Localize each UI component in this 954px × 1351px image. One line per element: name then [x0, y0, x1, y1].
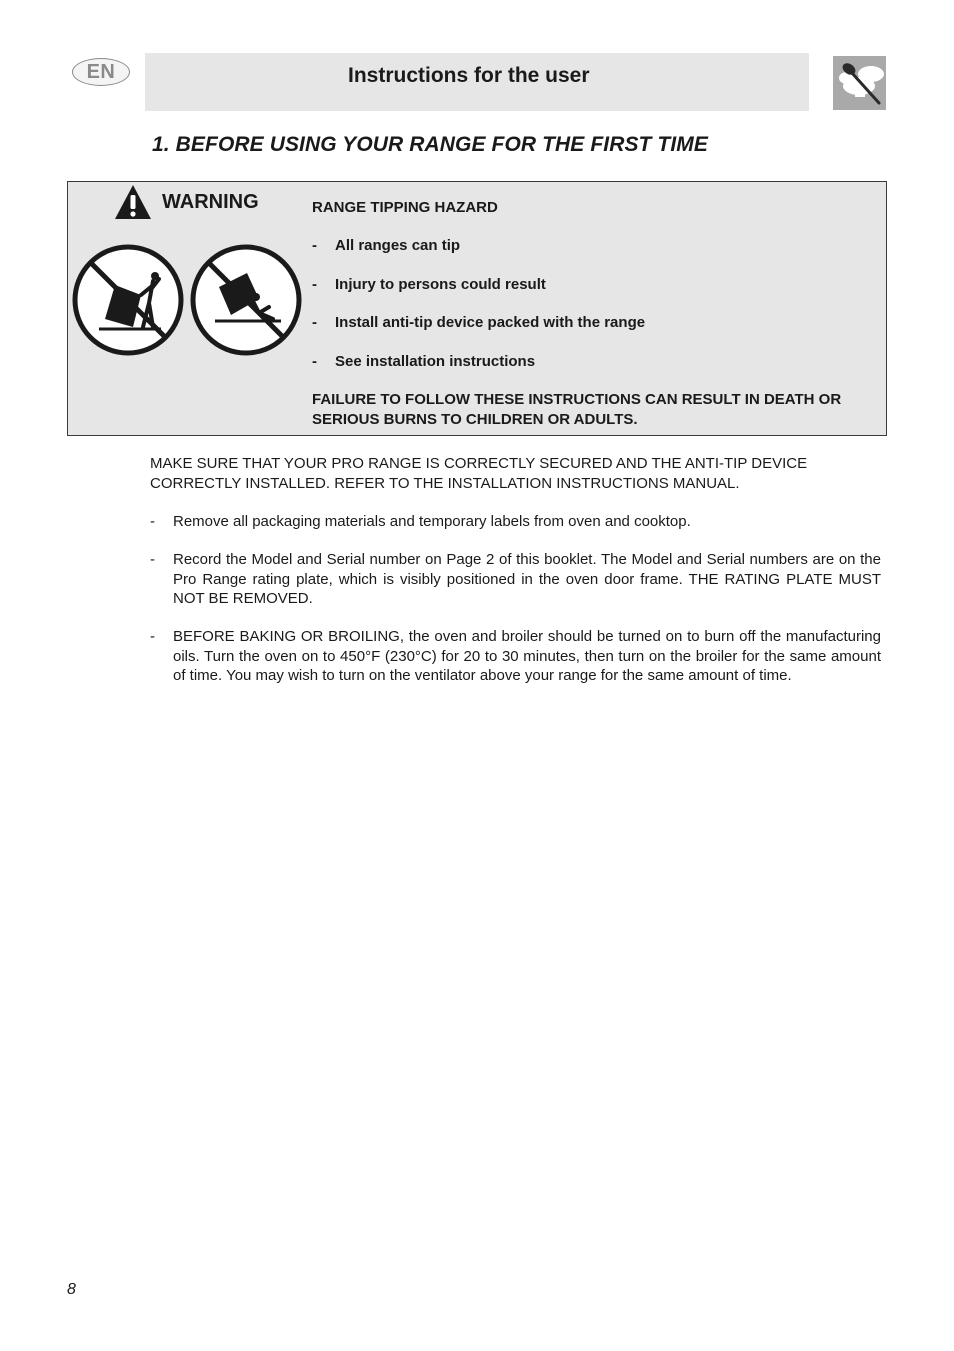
intro-paragraph: MAKE SURE THAT YOUR PRO RANGE IS CORRECTLY SECURED AND THE ANTI-TIP DEVICE CORRECTLY INSTALLED. REFER TO THE INSTALLATION INSTRUCTIONS MANUAL.: [150, 455, 808, 492]
no-climbing-range-icon: [71, 243, 185, 357]
bullet-marker: -: [150, 628, 155, 645]
bullet-marker: -: [150, 513, 155, 530]
language-badge: EN: [72, 58, 130, 86]
bullet-marker: -: [150, 551, 155, 568]
warning-bullet-marker: -: [312, 353, 317, 370]
warning-bullet-marker: -: [312, 276, 317, 293]
warning-item: All ranges can tip: [335, 237, 461, 254]
section-title: 1. BEFORE USING YOUR RANGE FOR THE FIRST TIME: [152, 133, 708, 156]
warning-bullet-marker: -: [312, 237, 317, 254]
chef-spoon-logo-icon: [833, 56, 886, 110]
list-item: Record the Model and Serial number on Page 2 of this booklet. The Model and Serial numbers are on the Pro Range rating plate, which is visibly positioned in the oven door frame. THE RATING PLATE MUST NOT BE REMOVED.: [173, 551, 881, 607]
warning-triangle-icon: [114, 184, 152, 220]
page-number: 8: [67, 1281, 76, 1298]
warning-label: WARNING: [162, 191, 259, 213]
list-item: Remove all packaging materials and temporary labels from oven and cooktop.: [173, 513, 691, 530]
warning-footer: FAILURE TO FOLLOW THESE INSTRUCTIONS CAN RESULT IN DEATH OR SERIOUS BURNS TO CHILDREN OR ADULTS.: [312, 391, 842, 428]
warning-bullet-marker: -: [312, 314, 317, 331]
list-item: BEFORE BAKING OR BROILING, the oven and broiler should be turned on to burn off the manufacturing oils. Turn the oven on to 450°F (230°C) for 20 to 30 minutes, then turn on the broiler for the same amount of time. You may wish to turn on the ventilator above your range for the same amount of time.: [173, 628, 881, 684]
warning-item: Install anti-tip device packed with the range: [335, 314, 646, 331]
header-title: Instructions for the user: [348, 64, 590, 87]
warning-item: Injury to persons could result: [335, 276, 546, 293]
no-tipping-range-icon: [189, 243, 303, 357]
warning-item: See installation instructions: [335, 353, 536, 370]
warning-heading: RANGE TIPPING HAZARD: [312, 199, 498, 216]
